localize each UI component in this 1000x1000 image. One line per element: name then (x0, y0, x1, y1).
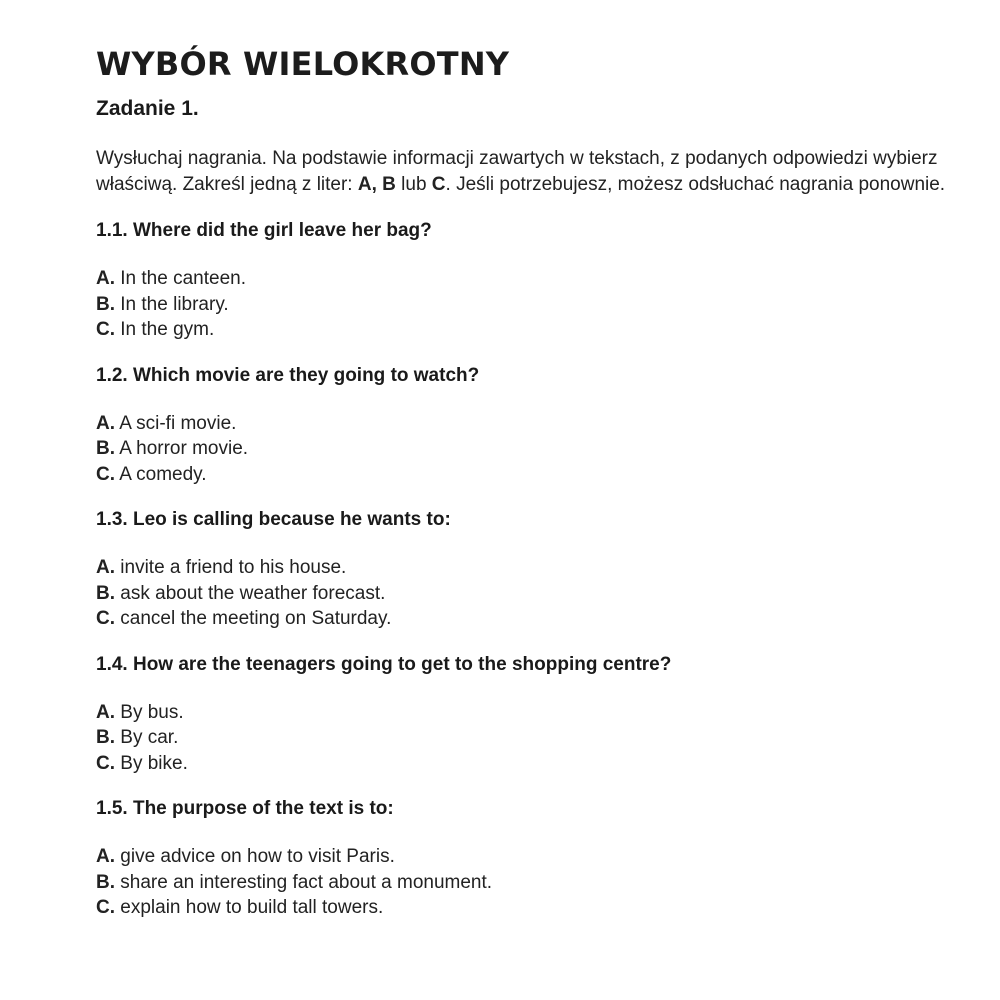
option-text: In the canteen. (115, 268, 246, 289)
question-1-2 (96, 363, 960, 488)
option-letter: B. (96, 727, 115, 748)
instructions-part2: lub (395, 174, 432, 195)
page-title: WYBÓR WIELOKROTNY (96, 45, 510, 83)
question-text: 1.4. How are the teenagers going to get to the shopping centre? (96, 653, 672, 675)
option-letter: C. (96, 608, 115, 629)
option-text: In the library. (115, 293, 229, 315)
answer-options (96, 411, 960, 488)
question-1-1 (96, 218, 960, 343)
option-letter: C. (96, 463, 115, 485)
option-c[interactable] (96, 606, 960, 632)
option-a[interactable] (96, 844, 960, 870)
answer-options (96, 844, 960, 921)
option-text: give advice on how to visit Paris. (115, 846, 395, 867)
option-b[interactable] (96, 436, 960, 462)
option-a[interactable] (96, 555, 960, 581)
task-heading: Zadanie 1. (96, 97, 199, 120)
option-text: cancel the meeting on Saturday. (115, 608, 392, 629)
option-b[interactable] (96, 292, 960, 318)
option-letter: B. (96, 582, 115, 604)
question-text: 1.5. The purpose of the text is to: (96, 798, 394, 819)
option-letter: A. (96, 412, 115, 434)
option-text: ask about the weather forecast. (115, 582, 386, 604)
answer-options (96, 555, 960, 632)
option-c[interactable] (96, 317, 960, 343)
option-b[interactable] (96, 725, 960, 751)
question-1-4 (96, 652, 960, 777)
option-text: A comedy. (115, 463, 207, 485)
option-text: share an interesting fact about a monument. (115, 871, 493, 893)
option-b[interactable] (96, 870, 960, 896)
option-letter: B. (96, 438, 115, 459)
option-letter: A. (96, 846, 115, 867)
option-text: By car. (115, 727, 179, 748)
option-b[interactable] (96, 581, 960, 607)
instructions-letters-ab: A, B (357, 174, 396, 195)
option-a[interactable] (96, 411, 960, 437)
option-letter: B. (96, 871, 115, 893)
option-text: By bike. (115, 752, 188, 774)
question-text: 1.2. Which movie are they going to watch? (96, 364, 480, 386)
question-1-3 (96, 507, 960, 632)
question-text: 1.3. Leo is calling because he wants to: (96, 509, 451, 530)
option-letter: A. (96, 268, 115, 289)
option-letter: B. (96, 293, 115, 315)
answer-options (96, 700, 960, 777)
option-c[interactable] (96, 751, 960, 777)
option-letter: A. (96, 557, 115, 578)
instructions-letter-c: C (431, 174, 446, 195)
option-letter: C. (96, 897, 115, 918)
instructions (96, 146, 966, 198)
option-text: A sci-fi movie. (115, 412, 237, 434)
option-c[interactable] (96, 895, 960, 921)
option-text: A horror movie. (115, 438, 249, 459)
question-1-5 (96, 796, 960, 921)
instructions-part1: Wysłuchaj nagrania. Na podstawie informacji zawartych w tekstach, z podanych odpowiedzi wybierz właściwą. Zakreśl jedną z liter: (96, 148, 938, 195)
option-letter: A. (96, 701, 115, 723)
option-text: By bus. (115, 701, 184, 723)
option-letter: C. (96, 752, 115, 774)
option-c[interactable] (96, 462, 960, 488)
option-text: invite a friend to his house. (115, 557, 347, 578)
question-text: 1.1. Where did the girl leave her bag? (96, 220, 432, 241)
option-letter: C. (96, 319, 115, 340)
option-text: In the gym. (115, 319, 215, 340)
answer-options (96, 266, 960, 343)
option-a[interactable] (96, 700, 960, 726)
instructions-part3: . Jeśli potrzebujesz, możesz odsłuchać nagrania ponownie. (445, 174, 946, 195)
option-a[interactable] (96, 266, 960, 292)
option-text: explain how to build tall towers. (115, 897, 384, 918)
